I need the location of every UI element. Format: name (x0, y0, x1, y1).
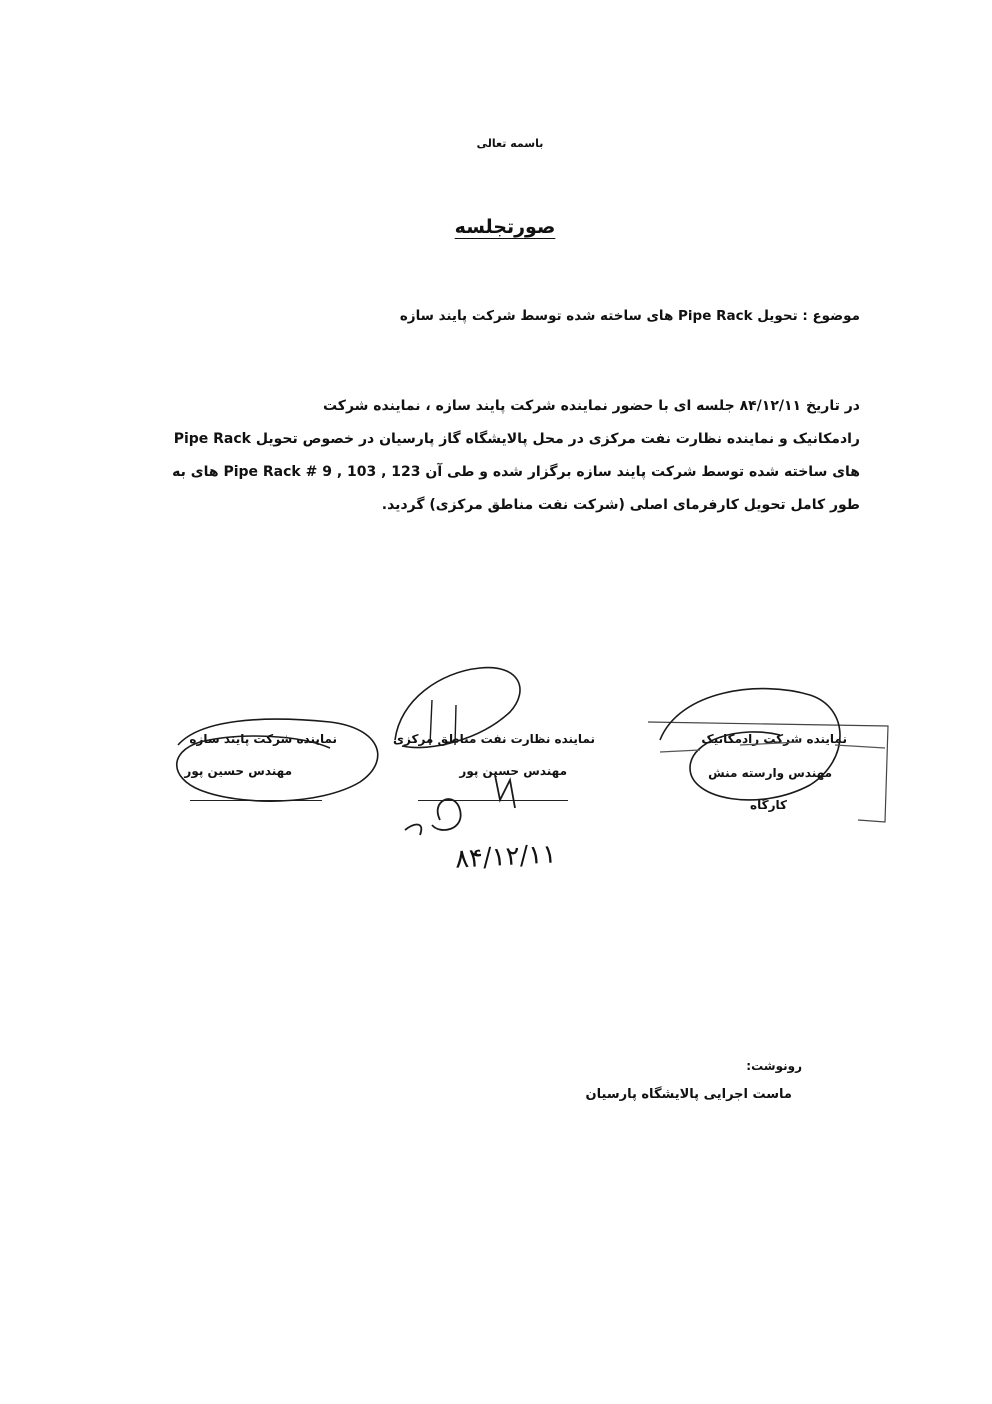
signature-title-supervision: نماینده نظارت نفت مناطق مرکزی (393, 732, 595, 746)
handwritten-date: ۸۴/۱۲/۱۱ (454, 839, 558, 875)
document-title: صورتجلسه (454, 216, 556, 238)
signature-title-radmechanic: نماینده شرکت رادمکانیک (701, 732, 847, 746)
signature-underline-paiand (190, 800, 322, 801)
signature-role-radmechanic: کارگاه (750, 798, 787, 812)
signature-name-radmechanic: مهندس وارسته منش (708, 766, 832, 780)
body-paragraph (160, 390, 860, 522)
cc-recipient: ماست اجرایی پالایشگاه پارسیان (585, 1087, 792, 1102)
subject-line: موضوع : تحویل Pipe Rack های ساخته شده توسط شرکت پایند سازه (399, 308, 860, 324)
body-line: در تاریخ ۸۴/۱۲/۱۱ جلسه ای با حضور نماینده شرکت پایند سازه ، نماینده شرکت (322, 398, 860, 414)
invocation-heading: باسمه تعالی (476, 137, 544, 150)
handwritten-initials (405, 775, 515, 835)
signature-name-supervision: مهندس حسین پور (459, 764, 567, 778)
body-line: های ساخته شده توسط شرکت پایند سازه برگزار شده و طی آن Pipe Rack # 9 , 103 , 123 های به (172, 464, 860, 480)
signature-underline-supervision (418, 800, 568, 801)
body-line: طور کامل تحویل کارفرمای اصلی (شرکت نفت مناطق مرکزی) گردید. (381, 497, 860, 513)
body-line: رادمکانیک و نماینده نظارت نفت مرکزی در محل پالایشگاه گاز پارسیان در خصوص تحویل Pipe Rack (173, 431, 860, 447)
signature-name-paiand: مهندس حسین پور (184, 764, 292, 778)
cc-label: رونوشت: (746, 1059, 802, 1073)
signature-title-paiand: نماینده شرکت پایند سازه (189, 732, 337, 746)
